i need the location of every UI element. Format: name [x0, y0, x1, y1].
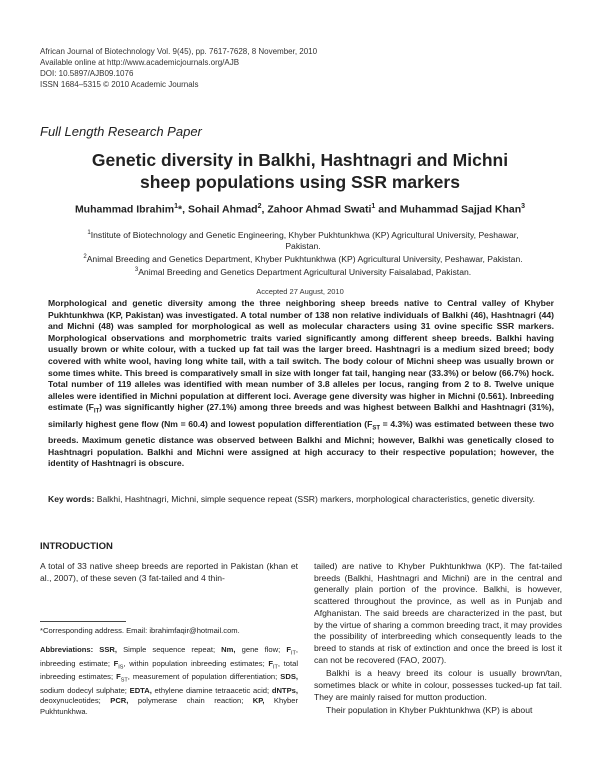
- author-list: Muhammad Ibrahim$^1$*, Sohail Ahmad$^2$, Zahoor Ahmad Swati$^1$ and Muhammad Sajjad Khan$^3$: [74, 203, 526, 216]
- title-line-1: Genetic diversity in Balkhi, Hashtnagri and Michni: [91, 150, 509, 170]
- journal-header: [40, 46, 560, 90]
- journal-url[interactable]: Available online at http://www.academicjournals.org/AJB: [40, 58, 240, 67]
- footnote-divider: [40, 621, 126, 622]
- paper-title: [40, 149, 560, 193]
- author-4: Muhammad Sajjad Khan: [399, 203, 522, 216]
- affiliation-3: $^3$Animal Breeding and Genetics Department Agricultural University Faisalabad, Pakistan.: [134, 266, 472, 277]
- author-3: Zahoor Ahmad Swati: [267, 203, 372, 216]
- journal-citation: African Journal of Biotechnology Vol. 9(45), pp. 7617-7628, 8 November, 2010: [40, 47, 318, 56]
- paragraph: Balkhi is a heavy breed its colour is usually brown/tan, sometimes black or white in colour, possesses tucked-up fat tail. They are mainly raised for mutton production.: [314, 668, 562, 702]
- paragraph: tailed) are native to Khyber Pukhtunkhwa (KP). The fat-tailed breeds (Balkhi, Hashtnagri and Michni) are in the central and generally plain portion of the province. Balkhi, is however, scattered throughout the province, as well as in Punjab and Afghanistan. The said breeds are characterized in the past, but by the virtue of sharing a common breeding tract, it may provides the possibility of interbreeding which consequently leads to the breed to stands at risk of extinction and once the breed is lost it can not be recovered (FAO, 2007).: [314, 561, 562, 665]
- affiliation-2: $^2$Animal Breeding and Genetics Department, Khyber Pukhtunkhwa (KP) Agricultural University, Peshawar, Pakistan.: [83, 253, 523, 264]
- accepted-date: Accepted 27 August, 2010: [256, 287, 344, 296]
- left-column: [40, 561, 298, 586]
- journal-issn: ISSN 1684–5315 © 2010 Academic Journals: [40, 80, 199, 89]
- affiliations: $^1$Institute of Biotechnology and Genetic Engineering, Khyber Pukhtunkhwa (KP) Agricultural University, Peshawar, Pakistan. $^2$Animal Breeding and Genetics Department, Khyber Pukhtunkhwa (KP) Agricultural University, Peshawar, Pakistan. $^3$Animal Breeding and Genetics Department Agricultural University Faisalabad, Pakistan.: [48, 228, 558, 278]
- keywords: Key words: Balkhi, Hashtnagri, Michni, simple sequence repeat (SSR) markers, morphological characteristics, genetic diversity.: [48, 494, 536, 504]
- paragraph: Their population in Khyber Pukhtunkhwa (KP) is about: [326, 705, 533, 716]
- right-column: [314, 561, 562, 719]
- section-heading-introduction: INTRODUCTION: [40, 541, 113, 552]
- paper-type: Full Length Research Paper: [40, 124, 202, 139]
- title-line-2: sheep populations using SSR markers: [140, 172, 460, 192]
- abstract: Morphological and genetic diversity among the three neighboring sheep breeds native to Central valley of Khyber Pukhtunkhwa (KP, Pakistan) was investigated. A total number of 138 non relative individuals of Balkhi (46), Hashtnagri (44) and Michni (48) was sampled for morphological as well as molecular characters using 31 ovine specific SSR markers. Morphological observations and morphometric traits varied significantly among different sheep breeds. Balkhi having usually brown or white colour, with a tucked up fat tail was the larger breed. Hashtnagri is a medium sized breed; body covered with white wool, having long white tail, with a tail switch. The body colour of Michni sheep was usually brown or some times white. This breed is comparatively small in size with longer fat tail, hanging near (33.3%) or below (66.7%) hock. Total number of 119 alleles was identified with mean number of 3.8 alleles per locus, ranging from 2 to 8. Twelve unique alleles were identified in Michni population at different loci. Average gene diversity was higher in Michni (0.561). Inbreeding estimate $(F_{IT})$ was significantly higher (27.1%) among three breeds and was highest between Balkhi and Hashtnagri (31%), similarly highest gene flow (Nm = 60.4) and lowest population differentiation $(F_{ST} = 4.3\%)$ was estimated between these two breeds. Maximum genetic distance was observed between Balkhi and Michni; however, Balkhi was genetically closed to Hashtnagri population. Balkhi and Michni were assigned at high accuracy to their respective population; however, the identity of Hashtnagri is obscure.: [48, 298, 554, 469]
- paragraph: A total of 33 native sheep breeds are reported in Pakistan (khan et al., 2007), of these seven (3 fat-tailed and 4 thin-: [40, 561, 298, 583]
- abbreviations: Abbreviations: SSR, Simple sequence repeat; Nm, gene flow; $F_{IT}$, inbreeding estimate; $F_{IS}$, within population inbreeding estimates; $F_{IT}$, total inbreeding estimates; $F_{ST}$, measurement of population differentiation; SDS, sodium dodecyl sulphate; EDTA, ethylene diamine tetraacetic acid; dNTPs, deoxynucleotides; PCR, polymerase chain reaction; KP, Khyber Pukhtunkhwa.: [40, 645, 299, 716]
- author-2: Sohail Ahmad: [187, 203, 258, 216]
- corresponding-footnote: *Corresponding address. Email: ibrahimfaqir@hotmail.com.: [40, 626, 240, 635]
- affiliation-1: $^1$Institute of Biotechnology and Genetic Engineering, Khyber Pukhtunkhwa (KP) Agricultural University, Peshawar,: [87, 229, 519, 240]
- journal-doi: DOI: 10.5897/AJB09.1076: [40, 69, 134, 78]
- keywords-label: Key words:: [48, 494, 95, 504]
- author-1: Muhammad Ibrahim: [74, 203, 175, 216]
